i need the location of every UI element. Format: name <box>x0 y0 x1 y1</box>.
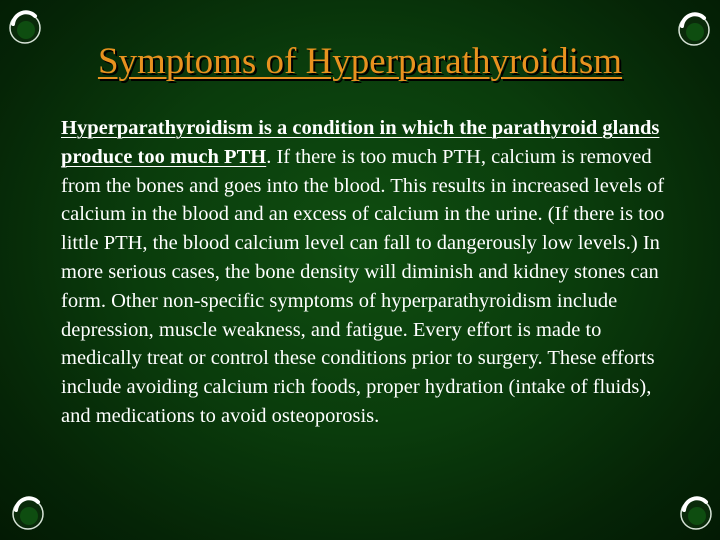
slide-title: Symptoms of Hyperparathyroidism <box>97 41 623 82</box>
ring-ornament-icon <box>676 494 716 534</box>
slide-body-text <box>61 114 671 431</box>
body-emphasis-text: Hyperparathyroidism is a condition in which the parathyroid glands produce too much PTH <box>61 117 660 168</box>
body-rest-text: . If there is too much PTH, calcium is removed from the bones and goes into the blood. This results in increased levels of calcium in the blood and an excess of calcium in the urine. (If there is too little PTH, the blood calcium level can fall to dangerously low levels.) In more serious cases, the bone density will diminish and kidney stones can form. Other non-specific symptoms of hyperparathyroidism include depression, muscle weakness, and fatigue. Every effort is made to medically treat or control these conditions prior to surgery. These efforts include avoiding calcium rich foods, proper hydration (intake of fluids), and medications to avoid osteoporosis. <box>61 145 665 427</box>
ring-ornament-icon <box>8 494 48 534</box>
